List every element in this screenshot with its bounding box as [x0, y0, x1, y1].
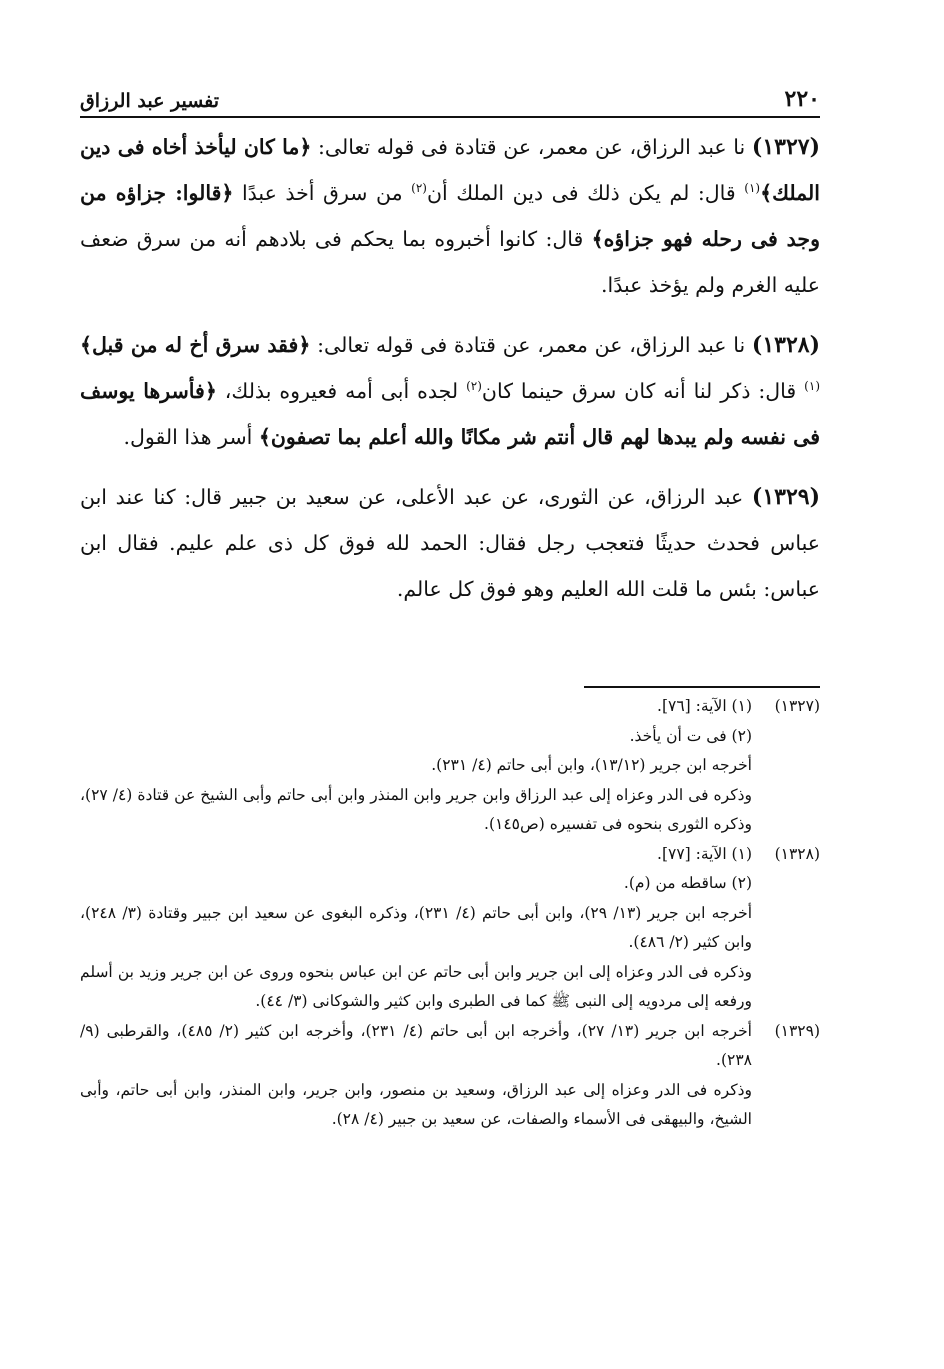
quran-verse: ﴿ما كان ليأخذ أخاه فى دين الملك﴾: [80, 135, 820, 205]
entry-text: نا عبد الرزاق، عن معمر، عن قتادة فى قوله تعالى:: [311, 135, 752, 159]
footnote-line: وذكره فى الدر وعزاه إلى ابن جرير وابن أبى حاتم عن ابن عباس بنحوه وروى عن ابن جرير وزيد بن أسلم ورفعه إلى مردويه إلى النبى ﷺ كما فى الطبرى وابن كثير والشوكانى (٣/ ٤٤).: [80, 962, 752, 1010]
quran-verse: ﴿قالوا: جزاؤه من وجد فى رحله فهو جزاؤه﴾: [80, 181, 820, 251]
footnote-line: أخرجه ابن جرير (١٣/ ٢٩)، وابن أبى حاتم (٤/ ٢٣١)، وذكره البغوى عن سعيد ابن جبير وقتادة (٣/ ٢٤٨)، وابن كثير (٢/ ٤٨٦).: [80, 903, 753, 951]
footnote-group-1328: [80, 840, 820, 1017]
entry-text: نا عبد الرزاق، عن معمر، عن قتادة فى قوله تعالى:: [310, 333, 752, 357]
entry-number: (١٣٢٧): [751, 134, 820, 160]
footnote-body: [80, 840, 752, 1017]
footnote-line: (٢) ساقطه من (م).: [623, 874, 752, 892]
entry-1327: [80, 124, 820, 308]
footnotes: [80, 692, 820, 1135]
footnote-marker: (١): [804, 379, 820, 394]
footnote-group-1327: [80, 692, 820, 840]
footnote-line: أخرجه ابن جرير (١٣/١٢)، وابن أبى حاتم (٤/ ٢٣١).: [431, 756, 752, 774]
main-text: [80, 124, 820, 626]
footnote-ref: (١٣٢٩): [774, 1021, 820, 1040]
page-number: ٢٢٠: [784, 86, 820, 112]
footnote-separator: [584, 686, 820, 688]
entry-text: من سرق أخذ عبدًا: [233, 181, 412, 205]
entry-number: (١٣٢٨): [751, 332, 820, 358]
entry-number: (١٣٢٩): [751, 484, 820, 510]
footnote-body: [80, 692, 752, 840]
entry-1329: [80, 474, 820, 612]
footnote-marker: (٢): [411, 181, 427, 196]
footnote-marker: (١): [744, 181, 761, 196]
book-title: تفسير عبد الرزاق: [80, 90, 220, 112]
footnote-body: [80, 1017, 752, 1135]
footnote-group-1329: [80, 1017, 820, 1135]
footnote-line: أخرجه ابن جرير (١٣/ ٢٧)، وأخرجه ابن أبى حاتم (٤/ ٢٣١)، وأخرجه ابن كثير (٢/ ٤٨٥)، والقرطبى (٩/ ٢٣٨).: [80, 1021, 752, 1069]
footnote-line: (٢) فى ت أن يأخذ.: [629, 726, 752, 745]
footnote-line: وذكره فى الدر وعزاه إلى عبد الرزاق، وسعيد بن منصور، وابن جرير، وابن المنذر، وابن أبى حاتم، وأبى الشيخ، والبيهقى فى الأسماء والصفات، عن سعيد بن جبير (٤/ ٢٨).: [80, 1080, 752, 1128]
entry-1328: [80, 322, 820, 460]
entry-text: قال: لم يكن ذلك فى دين الملك أن: [426, 181, 745, 205]
quran-verse: ﴿فقد سرق أخ له من قبل﴾: [80, 333, 311, 357]
footnote-line: وذكره فى الدر وعزاه إلى عبد الرزاق وابن جرير وابن المنذر وابن أبى حاتم وأبى الشيخ عن قتادة (٤/ ٢٧)، وذكره الثورى بنحوه فى تفسيره (ص١٤٥).: [80, 785, 752, 833]
entry-text: قال: كانوا أخبروه بما يحكم فى بلادهم أنه من سرق ضعف عليه الغرم ولم يؤخذ عبدًا.: [80, 227, 820, 297]
footnote-line: (١) الآية: [٧٦].: [657, 697, 752, 715]
footnote-marker: (٢): [466, 379, 482, 394]
footnote-ref: (١٣٢٧): [774, 697, 820, 715]
footnote-ref: (١٣٢٨): [774, 844, 820, 863]
entry-text: لجده أبى أمه فعيروه بذلك،: [216, 379, 467, 403]
entry-text: عبد الرزاق، عن الثورى، عن عبد الأعلى، عن سعيد بن جبير قال: كنا عند ابن عباس فحدث حديثًا فتعجب رجل فقال: الحمد لله فوق كل ذى علم عليم. فقال ابن عباس: بئس ما قلت الله العليم وهو فوق كل عالم.: [80, 485, 820, 601]
footnote-line: (١) الآية: [٧٧].: [657, 844, 752, 863]
quran-verse: ﴿فأسرها يوسف فى نفسه ولم يبدها لهم قال أنتم شر مكانًا والله أعلم بما تصفون﴾: [80, 379, 820, 449]
entry-text: قال: ذكر لنا أنه كان سرق حينما كان: [481, 379, 805, 403]
page-header: [80, 78, 820, 118]
entry-text: أسر هذا القول.: [123, 425, 259, 449]
